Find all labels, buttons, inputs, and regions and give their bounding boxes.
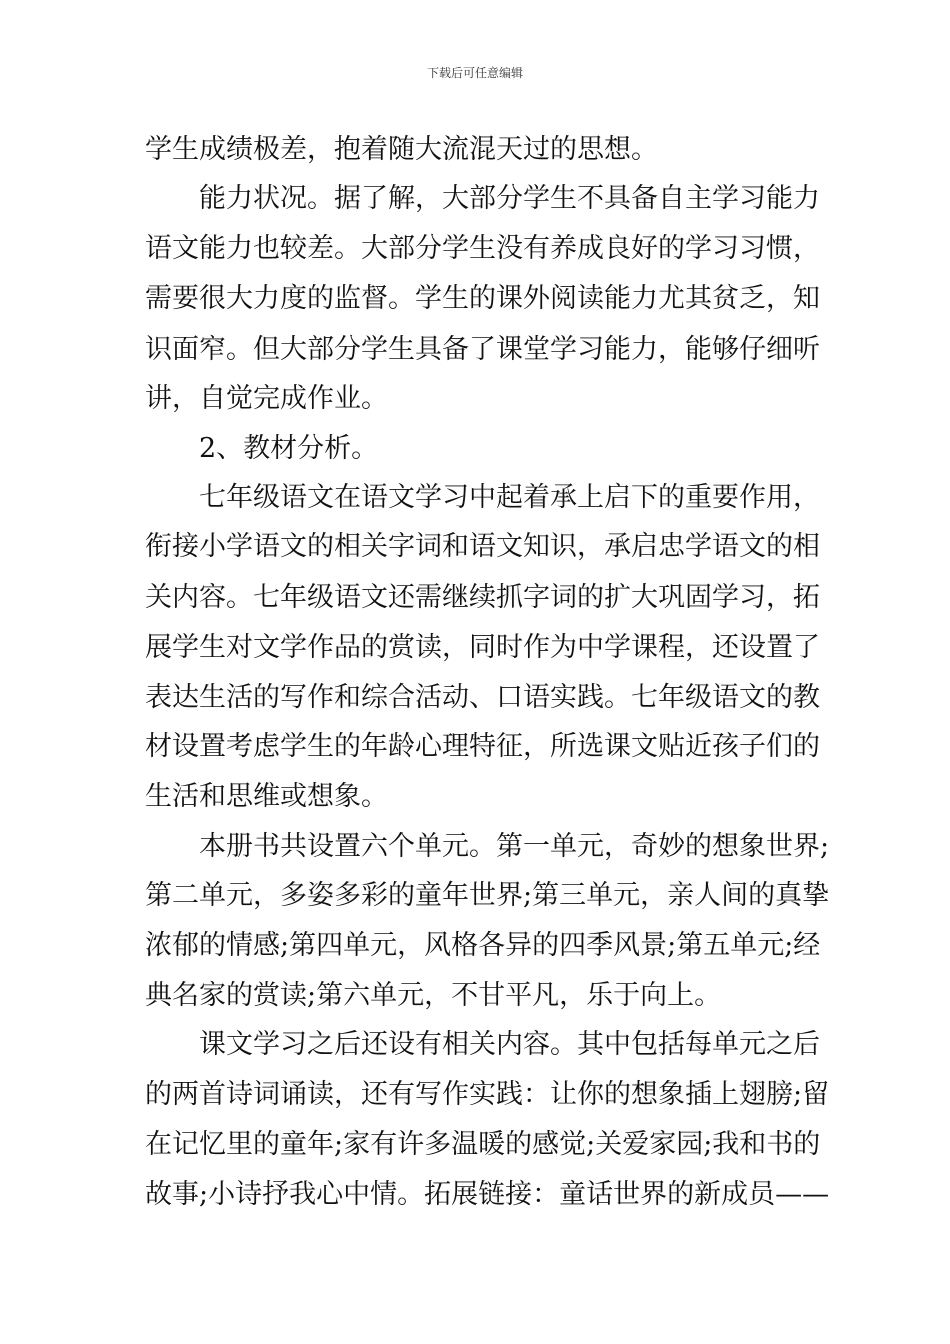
text-line: 在记忆里的童年;家有许多温暖的感觉;关爱家园;我和书的	[145, 1129, 821, 1160]
page-header: 下载后可任意编辑	[426, 66, 523, 80]
text-line: 本册书共设置六个单元。第一单元，奇妙的想象世界;	[199, 831, 830, 862]
text-line: 表达生活的写作和综合活动、口语实践。七年级语文的教	[145, 682, 820, 713]
text-line: 衔接小学语文的相关字词和语文知识，承启忠学语文的相	[145, 531, 820, 562]
text-line: 课文学习之后还设有相关内容。其中包括每单元之后	[199, 1029, 820, 1060]
text-line: 七年级语文在语文学习中起着承上启下的重要作用，	[199, 482, 820, 513]
text-line: 需要很大力度的监督。学生的课外阅读能力尤其贫乏，知	[145, 283, 820, 314]
text-line: 第二单元，多姿多彩的童年世界;第三单元，亲人间的真挚	[145, 880, 830, 911]
text-line: 展学生对文学作品的赏读，同时作为中学课程，还设置了	[145, 632, 820, 663]
text-line: 学生成绩极差，抱着随大流混天过的思想。	[145, 134, 658, 165]
text-line: 关内容。七年级语文还需继续抓字词的扩大巩固学习，拓	[145, 582, 820, 613]
text-line: 生活和思维或想象。	[145, 781, 388, 812]
text-line: 识面窄。但大部分学生具备了课堂学习能力，能够仔细听	[145, 334, 820, 365]
text-line: 语文能力也较差。大部分学生没有养成良好的学习习惯，	[145, 233, 820, 264]
text-line: 讲，自觉完成作业。	[145, 383, 388, 414]
text-line: 2、教材分析。	[199, 433, 379, 464]
text-line: 典名家的赏读;第六单元，不甘平凡，乐于向上。	[145, 980, 722, 1011]
text-line: 能力状况。据了解，大部分学生不具备自主学习能力	[199, 183, 820, 214]
text-line: 的两首诗词诵读，还有写作实践：让你的想象插上翅膀;留	[145, 1079, 830, 1110]
text-line: 浓郁的情感;第四单元，风格各异的四季风景;第五单元;经	[145, 930, 821, 961]
text-line: 材设置考虑学生的年龄心理特征，所选课文贴近孩子们的	[145, 731, 820, 762]
text-line: 故事;小诗抒我心中情。拓展链接：童话世界的新成员——	[145, 1179, 830, 1210]
